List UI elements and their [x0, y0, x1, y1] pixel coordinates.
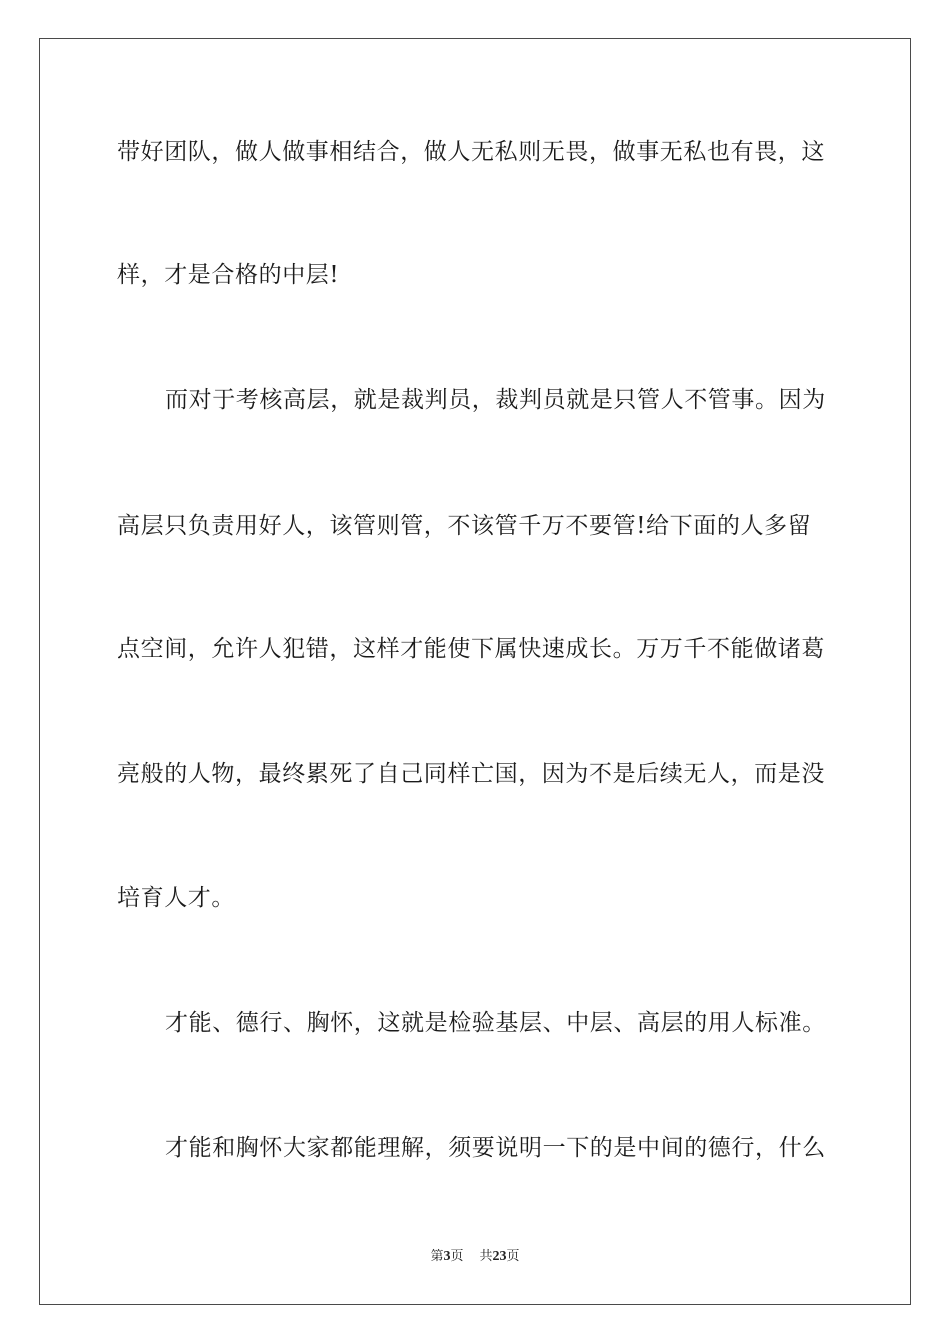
text-line: 才能和胸怀大家都能理解，须要说明一下的是中间的德行，什么: [165, 1135, 826, 1161]
text-line: 点空间，允许人犯错，这样才能使下属快速成长。万万千不能做诸葛: [117, 636, 825, 662]
current-page-number: 3: [443, 1249, 451, 1264]
text-line: 高层只负责用好人，该管则管，不该管千万不要管!给下面的人多留: [117, 513, 812, 539]
page-suffix: 页: [450, 1249, 464, 1264]
total-prefix: 共: [479, 1249, 493, 1264]
text-line: 样，才是合格的中层!: [117, 262, 340, 288]
page-border: [39, 38, 911, 1305]
total-page-number: 23: [492, 1249, 507, 1264]
total-suffix: 页: [506, 1249, 520, 1264]
text-line: 亮般的人物，最终累死了自己同样亡国，因为不是后续无人，而是没: [117, 761, 825, 787]
text-line: 才能、德行、胸怀，这就是检验基层、中层、高层的用人标准。: [165, 1010, 826, 1036]
text-line: 而对于考核高层，就是裁判员，裁判员就是只管人不管事。因为: [165, 387, 826, 413]
text-line: 带好团队，做人做事相结合，做人无私则无畏，做事无私也有畏，这: [117, 139, 825, 165]
page-footer: [0, 1248, 950, 1266]
text-line: 培育人才。: [117, 885, 235, 911]
page-prefix: 第: [430, 1249, 444, 1264]
